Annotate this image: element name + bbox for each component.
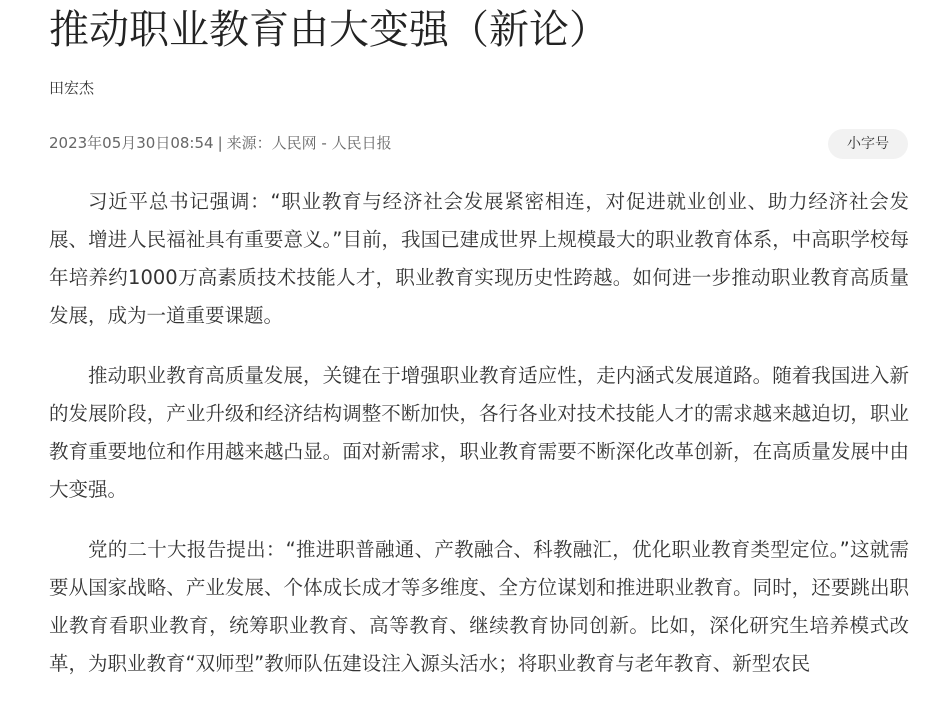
article-author: 田宏杰 <box>49 79 95 97</box>
meta-separator: | <box>217 134 223 152</box>
article-meta <box>49 133 392 153</box>
publish-date: 2023年05月30日08:54 <box>49 134 214 152</box>
article-body <box>49 183 909 705</box>
article-title: 推动职业教育由大变强（新论） <box>49 7 609 53</box>
paragraph: 习近平总书记强调：“职业教育与经济社会发展紧密相连，对促进就业创业、助力经济社会发展、增进人民福祉具有重要意义。”目前，我国已建成世界上规模最大的职业教育体系，中高职学校每年培养约1000万高素质技术技能人才，职业教育实现历史性跨越。如何进一步推动职业教育高质量发展，成为一道重要课题。 <box>49 190 909 327</box>
font-size-toggle-button[interactable]: 小字号 <box>828 129 908 159</box>
paragraph: 党的二十大报告提出：“推进职普融通、产教融合、科教融汇，优化职业教育类型定位。”这就需要从国家战略、产业发展、个体成长成才等多维度、全方位谋划和推进职业教育。同时，还要跳出职业教育看职业教育，统筹职业教育、高等教育、继续教育协同创新。比如，深化研究生培养模式改革，为职业教育“双师型”教师队伍建设注入源头活水；将职业教育与老年教育、新型农民 <box>49 538 909 675</box>
article-source: 来源：人民网 - 人民日报 <box>226 134 392 152</box>
paragraph: 推动职业教育高质量发展，关键在于增强职业教育适应性，走内涵式发展道路。随着我国进入新的发展阶段，产业升级和经济结构调整不断加快，各行各业对技术技能人才的需求越来越迫切，职业教育重要地位和作用越来越凸显。面对新需求，职业教育需要不断深化改革创新，在高质量发展中由大变强。 <box>49 364 909 501</box>
